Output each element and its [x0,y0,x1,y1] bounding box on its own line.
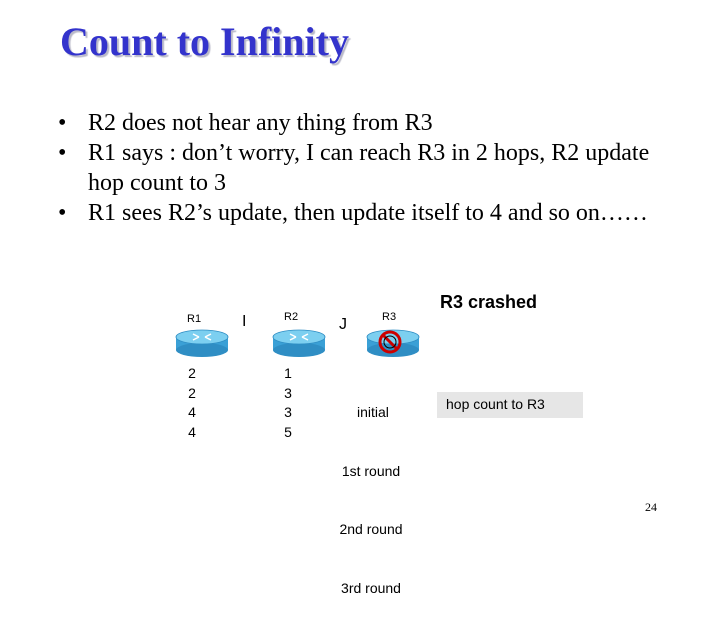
r1-hop-value: 4 [188,404,196,420]
bullet-dot: • [58,110,67,136]
bullet-item [58,198,678,228]
router-label-r3: R3 [382,311,397,323]
router-icon [175,328,229,358]
link-label-i: I [242,313,247,330]
bullet-dot: • [58,140,67,166]
round-label: 3rd round [341,579,401,596]
link-label-j: J [339,316,347,333]
r2-hop-value: 3 [284,404,292,420]
r2-hop-value: 3 [284,384,292,401]
bullet-dot: • [58,200,67,226]
bullet-item [58,138,678,198]
r1-hop-column [185,364,199,442]
bullet-text: R1 says : don’t worry, I can reach R3 in 2 hops, R2 update hop count to 3 [88,140,650,196]
r2-hop-value: 5 [284,423,292,440]
r2-hop-value: 1 [284,365,292,381]
r3-crashed-label: R3 crashed [440,292,538,312]
slide-title: Count to Infinity [60,19,349,64]
r1-hop-value: 4 [188,423,196,440]
round-label: 2nd round [339,521,403,537]
round-label: 1st round [341,462,401,479]
r1-hop-value: 2 [188,384,196,401]
bullet-text: R2 does not hear any thing from R3 [88,110,433,136]
hop-caption: hop count to R3 [446,396,545,412]
router-label-r2: R2 [284,311,299,323]
round-label: initial [353,404,389,420]
round-column [326,364,416,637]
bullet-list [58,108,678,228]
bullet-text: R1 sees R2’s update, then update itself to 4 and so on…… [88,200,648,226]
r1-hop-value: 2 [188,365,196,381]
page-number: 24 [645,500,657,514]
r2-hop-column [281,364,295,442]
bullet-item [58,108,678,138]
router-crossed-icon [366,328,420,358]
router-icon [272,328,326,358]
router-label-r1: R1 [187,313,202,325]
